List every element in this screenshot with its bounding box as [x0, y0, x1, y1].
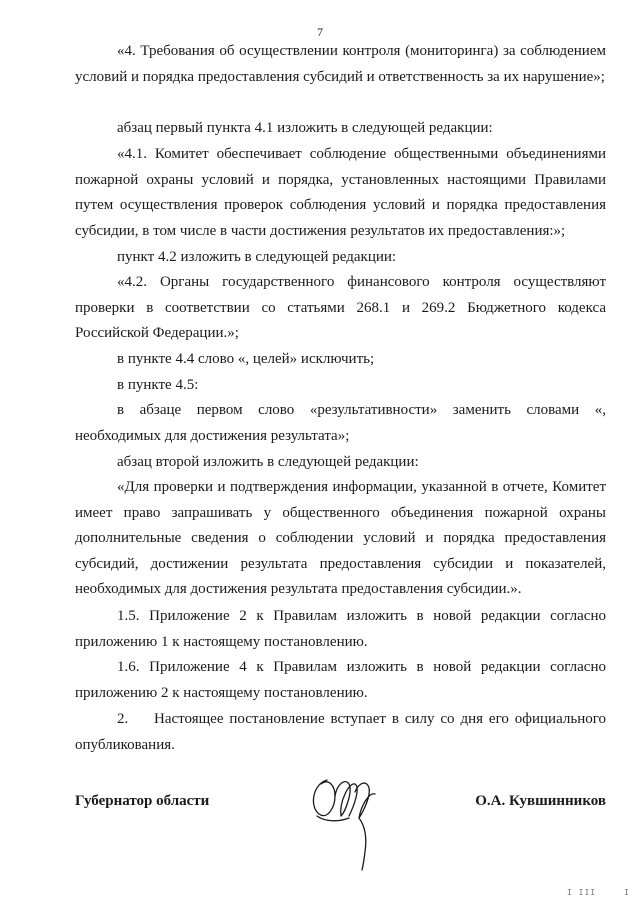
paragraph-4-1-instruction: абзац первый пункта 4.1 изложить в следующей редакции:	[117, 120, 493, 136]
signer-name: О.А. Кувшинников	[475, 793, 606, 809]
paragraph-4-4-change: в пункте 4.4 слово «, целей» исключить;	[117, 351, 375, 367]
item-2-text: Настоящее постановление вступает в силу со дня его официального опубликования.	[75, 711, 606, 753]
item-2-number: 2.	[117, 711, 129, 727]
governor-title: Губернатор области	[75, 793, 210, 809]
paragraph-1-6: 1.6. Приложение 4 к Правилам изложить в новой редакции согласно приложению 2 к настоящему постановлению.	[75, 659, 606, 701]
paragraph-item-2	[75, 707, 606, 758]
paragraph-1-5: 1.5. Приложение 2 к Правилам изложить в новой редакции согласно приложению 1 к настоящему постановлению.	[75, 608, 606, 650]
paragraph-section-4-title: «4. Требования об осуществлении контроля (мониторинга) за соблюдением условий и порядка предоставления субсидий и ответственность за их нарушение»;	[75, 43, 606, 85]
paragraph-4-1-text: «4.1. Комитет обеспечивает соблюдение общественными объединениями пожарной охраны условий и порядка, установленных настоящими Правилами путем осуществления проверок соблюдения условий и порядка предоставления субсидии, в том числе в части достижения результатов их предоставления:»;	[75, 146, 606, 239]
scan-mark-left: I III	[567, 888, 597, 897]
paragraph-4-5-second-instr: абзац второй изложить в следующей редакции:	[117, 454, 419, 470]
signature-block	[75, 790, 606, 820]
paragraph-4-2-instruction: пункт 4.2 изложить в следующей редакции:	[117, 249, 397, 265]
paragraph-4-5-intro: в пункте 4.5:	[117, 377, 199, 393]
page-number: 7	[317, 25, 323, 39]
paragraph-4-5-first-abzac: в абзаце первом слово «результативности» заменить словами «, необходимых для достижения результата»;	[75, 402, 606, 444]
scan-mark-right: I	[624, 888, 630, 897]
paragraph-4-2-text: «4.2. Органы государственного финансового контроля осуществляют проверки в соответствии со статьями 268.1 и 269.2 Бюджетного кодекса Российской Федерации.»;	[75, 274, 606, 342]
paragraph-4-5-second-text: «Для проверки и подтверждения информации, указанной в отчете, Комитет имеет право запрашивать у общественного объединения пожарной охраны дополнительные сведения о соблюдении условий и порядка предоставления субсидий, достижении результата предоставления субсидии и показателей, необходимых для достижения результата предоставления субсидии.».	[75, 479, 606, 598]
